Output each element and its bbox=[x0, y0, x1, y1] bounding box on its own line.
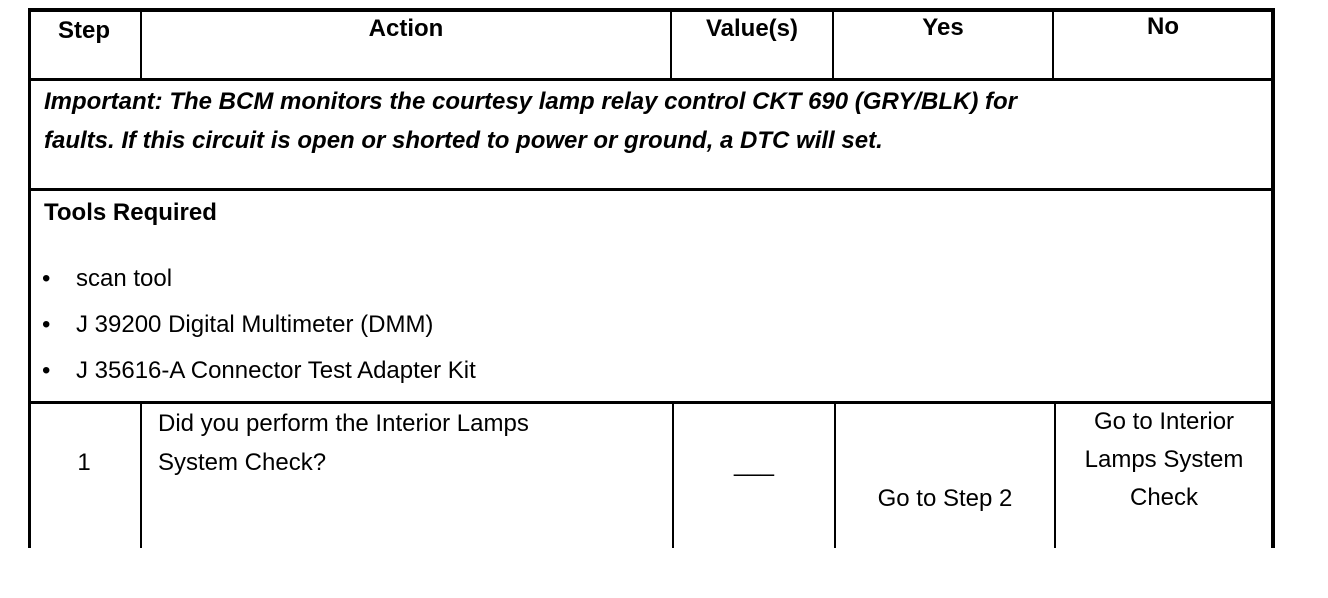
header-action: Action bbox=[368, 15, 444, 42]
tools-list bbox=[42, 256, 476, 394]
important-note-line1: Important: The BCM monitors the courtesy lamp relay control CKT 690 (GRY/BLK) for bbox=[44, 88, 1018, 115]
row-action-line2: System Check? bbox=[158, 449, 327, 476]
row-value: ___ bbox=[733, 450, 775, 477]
header-step: Step bbox=[57, 17, 110, 44]
row-yes: Go to Step 2 bbox=[877, 485, 1013, 512]
row-action-line1: Did you perform the Interior Lamps bbox=[158, 410, 529, 437]
diagnostic-table bbox=[28, 8, 1274, 548]
row1-divider-values bbox=[834, 404, 836, 548]
row-step-number: 1 bbox=[77, 449, 91, 476]
header-yes: Yes bbox=[922, 14, 964, 41]
bullet-icon: • bbox=[42, 357, 51, 384]
bullet-icon: • bbox=[42, 265, 51, 292]
important-note-line2: faults. If this circuit is open or shorted to power or ground, a DTC will set. bbox=[44, 127, 883, 154]
header-bottom-border bbox=[28, 78, 1274, 81]
bullet-icon: • bbox=[42, 311, 51, 338]
row-no-line1: Go to Interior bbox=[1093, 408, 1235, 435]
row-no-line3: Check bbox=[1129, 484, 1199, 511]
header-values: Value(s) bbox=[705, 15, 799, 42]
tools-required-title: Tools Required bbox=[44, 199, 217, 226]
tool-item-label: J 35616-A Connector Test Adapter Kit bbox=[76, 357, 476, 384]
tool-item-label: J 39200 Digital Multimeter (DMM) bbox=[76, 311, 434, 338]
row1-divider-step bbox=[140, 404, 142, 548]
important-bottom-border bbox=[28, 188, 1274, 191]
important-note bbox=[44, 82, 1244, 160]
header-no: No bbox=[1147, 13, 1179, 40]
list-item bbox=[42, 348, 476, 394]
list-item bbox=[42, 256, 476, 302]
list-item bbox=[42, 302, 476, 348]
tool-item-label: scan tool bbox=[76, 265, 173, 292]
row-no-line2: Lamps System bbox=[1084, 446, 1244, 473]
